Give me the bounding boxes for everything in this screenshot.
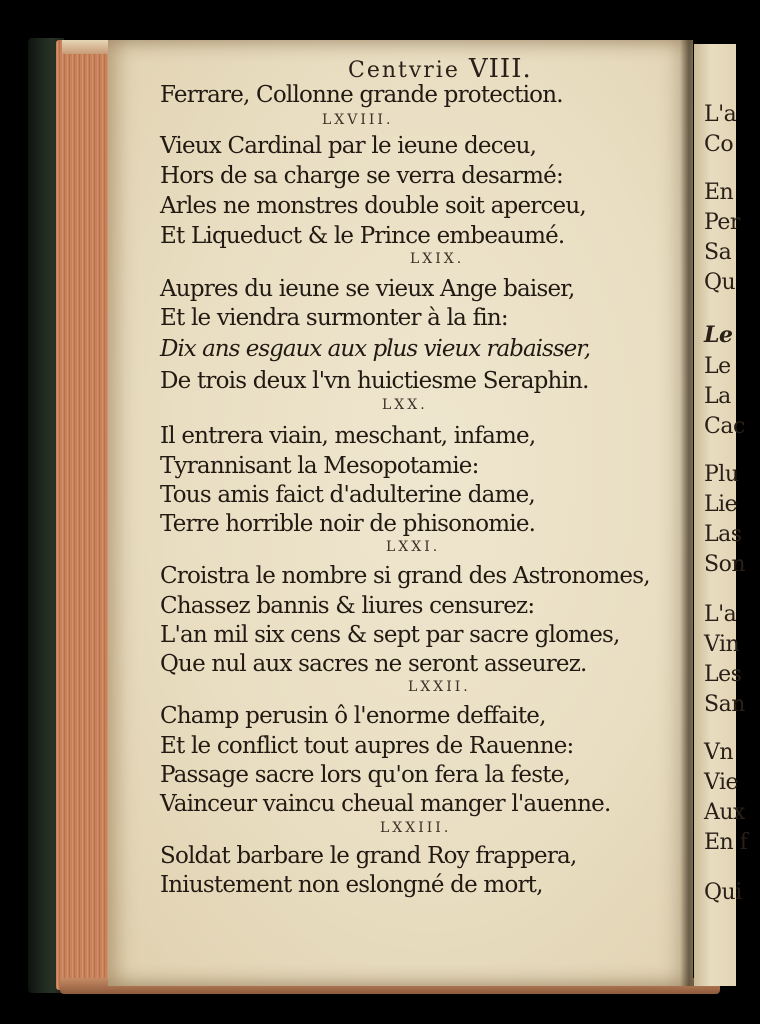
verse-line: Tyrannisant la Mesopotamie: — [160, 453, 479, 479]
verse-line: Terre horrible noir de phisonomie. — [160, 511, 536, 537]
facing-text-fragment: Lie — [704, 492, 738, 517]
page-block-edges — [56, 40, 112, 990]
facing-text-fragment: San — [704, 692, 745, 717]
verse-line: Vieux Cardinal par le ieune deceu, — [160, 133, 537, 159]
facing-text-fragment: Qu — [704, 270, 736, 295]
verse-line: Ferrare, Collonne grande protection. — [160, 82, 563, 108]
facing-text-fragment: Son — [704, 552, 745, 577]
facing-text-fragment: En f — [704, 830, 748, 855]
quatrain-number: LXIX. — [410, 251, 465, 267]
facing-text-fragment: Le — [704, 322, 733, 348]
verse-line: Tous amis faict d'adulterine dame, — [160, 482, 535, 508]
verse-line: Vainceur vaincu cheual manger l'auenne. — [160, 791, 611, 817]
facing-text-fragment: Sa — [704, 240, 732, 265]
quatrain-number: LXXIII. — [380, 820, 452, 836]
quatrain-number: LXXII. — [408, 679, 471, 695]
verse-line: De trois deux l'vn huictiesme Seraphin. — [160, 368, 589, 394]
verse-line: Arles ne monstres double soit aperceu, — [160, 193, 586, 219]
page-running-header — [348, 56, 532, 82]
verse-line: Aupres du ieune se vieux Ange baiser, — [160, 276, 575, 302]
verse-line: Et le conflict tout aupres de Rauenne: — [160, 733, 574, 759]
facing-text-fragment: Vin — [704, 632, 740, 657]
verse-line: Croistra le nombre si grand des Astronomes, — [160, 563, 650, 589]
facing-text-fragment: Cac — [704, 414, 745, 439]
facing-text-fragment: Las — [704, 522, 742, 547]
verse-line: Passage sacre lors qu'on fera la feste, — [160, 762, 570, 788]
facing-text-fragment: Vn — [704, 740, 734, 765]
verse-line: Et le viendra surmonter à la fin: — [160, 305, 508, 331]
verse-line: Dix ans esgaux aux plus vieux rabaisser, — [160, 336, 591, 362]
facing-text-fragment: Co — [704, 132, 734, 157]
facing-text-fragment: La — [704, 384, 731, 409]
facing-text-fragment: Aux — [704, 800, 745, 825]
facing-text-fragment: L'a — [704, 102, 737, 127]
facing-text-fragment: Per — [704, 210, 740, 235]
facing-text-fragment: En — [704, 180, 734, 205]
quatrain-number: LXXI. — [386, 539, 441, 555]
verse-line: L'an mil six cens & sept par sacre glomes, — [160, 622, 620, 648]
verse-line: Champ perusin ô l'enorme deffaite, — [160, 703, 546, 729]
facing-text-fragment: Le — [704, 354, 731, 379]
verse-line: Chassez bannis & liures censurez: — [160, 593, 535, 619]
verse-line: Que nul aux sacres ne seront asseurez. — [160, 651, 587, 677]
verse-line: Iniustement non eslongné de mort, — [160, 872, 543, 898]
verse-line: Hors de sa charge se verra desarmé: — [160, 163, 563, 189]
running-header-word: Centvrie — [348, 58, 460, 83]
verse-line: Il entrera viain, meschant, infame, — [160, 423, 536, 449]
facing-text-fragment: Qui — [704, 880, 742, 905]
facing-text-fragment: Les — [704, 662, 742, 687]
running-header-numeral: VIII. — [468, 54, 532, 84]
facing-text-fragment: Plu — [704, 462, 739, 487]
verse-line: Et Liqueduct & le Prince embeaumé. — [160, 223, 565, 249]
verse-line: Soldat barbare le grand Roy frappera, — [160, 843, 577, 869]
facing-text-fragment: Vie — [704, 770, 739, 795]
facing-text-fragment: L'a — [704, 602, 737, 627]
quatrain-number: LXVIII. — [322, 112, 394, 128]
facing-page — [694, 44, 748, 986]
quatrain-number: LXX. — [382, 397, 428, 413]
page-block-top — [62, 40, 112, 54]
